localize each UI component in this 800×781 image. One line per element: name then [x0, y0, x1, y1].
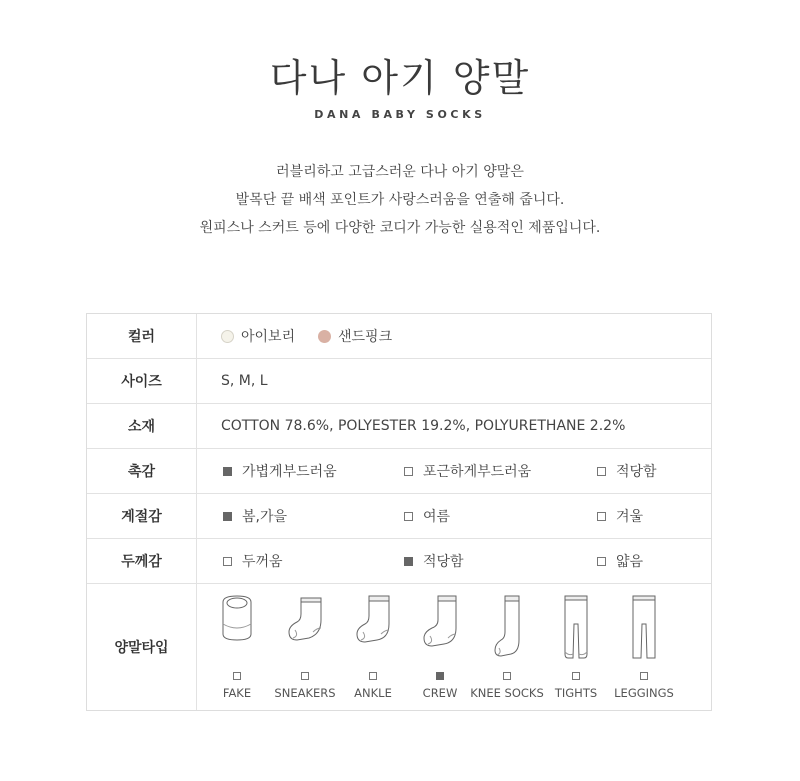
checkbox-icon [572, 672, 580, 680]
checkbox-icon [597, 467, 606, 476]
spec-label-sock-type: 양말타입 [87, 584, 197, 710]
product-description [0, 158, 800, 242]
checkbox-icon [233, 672, 241, 680]
thickness-option [404, 551, 464, 571]
option-label: 가볍게부드러움 [242, 464, 337, 480]
spec-value-sock-type [197, 584, 711, 710]
size-value: S, M, L [221, 373, 268, 389]
checkbox-icon [404, 557, 413, 566]
spec-value-size [197, 359, 711, 403]
spec-value-color [197, 314, 711, 358]
option-label: 여름 [423, 509, 451, 525]
sock-type-label: FAKE [222, 686, 252, 700]
spec-row-thickness [87, 539, 711, 584]
leggings-icon [630, 594, 658, 662]
thickness-option [223, 551, 283, 571]
page-title: 다나 아기 양말 [269, 56, 531, 100]
spec-value-touch [197, 449, 711, 493]
touch-option [404, 461, 531, 481]
option-label: 두꺼움 [242, 554, 283, 570]
option-label: 적당함 [423, 554, 464, 570]
spec-row-size [87, 359, 711, 404]
checkbox-icon [404, 467, 413, 476]
color-name: 샌드핑크 [338, 329, 393, 345]
option-label: 겨울 [616, 509, 644, 525]
sock-type-label: TIGHTS [554, 686, 598, 700]
color-option-ivory [221, 326, 295, 346]
checkbox-icon [369, 672, 377, 680]
fake-sock-icon [220, 594, 254, 642]
checkbox-icon [223, 512, 232, 521]
spec-label-season: 계절감 [87, 494, 197, 538]
spec-row-color [87, 314, 711, 359]
sock-type-label: LEGGINGS [614, 686, 674, 700]
checkbox-icon [597, 557, 606, 566]
spec-label-size: 사이즈 [87, 359, 197, 403]
checkbox-icon [404, 512, 413, 521]
spec-row-sock-type [87, 584, 711, 710]
spec-label-color: 컬러 [87, 314, 197, 358]
sock-type-label: SNEAKERS [274, 686, 336, 700]
page-subtitle: DANA BABY SOCKS [314, 108, 486, 121]
thickness-option [597, 551, 643, 571]
sock-type-crew [418, 594, 462, 704]
color-name: 아이보리 [241, 329, 296, 345]
sock-type-label: ANKLE [354, 686, 392, 700]
touch-option [223, 461, 337, 481]
spec-label-thickness: 두께감 [87, 539, 197, 583]
spec-table [86, 313, 712, 711]
option-label: 봄,가을 [242, 509, 288, 525]
spec-row-season [87, 494, 711, 539]
checkbox-icon [597, 512, 606, 521]
season-option [597, 506, 643, 526]
touch-option [597, 461, 657, 481]
option-label: 적당함 [616, 464, 657, 480]
description-line: 원피스나 스커트 등에 다양한 코디가 가능한 실용적인 제품입니다. [199, 220, 601, 236]
knee-sock-icon [491, 594, 523, 660]
spec-row-material [87, 404, 711, 449]
color-swatch-ivory [221, 330, 234, 343]
sock-type-knee-socks [470, 594, 544, 704]
ankle-sock-icon [353, 594, 393, 646]
spec-value-season [197, 494, 711, 538]
checkbox-icon [640, 672, 648, 680]
sock-type-leggings [614, 594, 674, 704]
checkbox-icon [503, 672, 511, 680]
option-label: 포근하게부드러움 [423, 464, 532, 480]
option-label: 얇음 [616, 554, 644, 570]
description-line: 러블리하고 고급스러운 다나 아기 양말은 [276, 164, 524, 180]
season-option [404, 506, 450, 526]
checkbox-icon [436, 672, 444, 680]
sock-type-label: KNEE SOCKS [470, 686, 544, 700]
season-option [223, 506, 287, 526]
sock-type-sneakers [274, 594, 336, 704]
checkbox-icon [301, 672, 309, 680]
color-option-sandpink [318, 326, 392, 346]
checkbox-icon [223, 467, 232, 476]
crew-sock-icon [420, 594, 460, 650]
sock-type-label: CREW [422, 686, 458, 700]
sock-type-tights [554, 594, 598, 704]
material-value: COTTON 78.6%, POLYESTER 19.2%, POLYURETHANE 2.2% [221, 418, 626, 434]
description-line: 발목단 끝 배색 포인트가 사랑스러움을 연출해 줍니다. [235, 192, 565, 208]
tights-icon [562, 594, 590, 662]
spec-value-thickness [197, 539, 711, 583]
sneaker-sock-icon [285, 594, 325, 644]
spec-label-material: 소재 [87, 404, 197, 448]
spec-row-touch [87, 449, 711, 494]
spec-label-touch: 촉감 [87, 449, 197, 493]
sock-type-ankle [351, 594, 395, 704]
checkbox-icon [223, 557, 232, 566]
color-swatch-sandpink [318, 330, 331, 343]
spec-value-material [197, 404, 711, 448]
sock-type-fake [219, 594, 255, 704]
